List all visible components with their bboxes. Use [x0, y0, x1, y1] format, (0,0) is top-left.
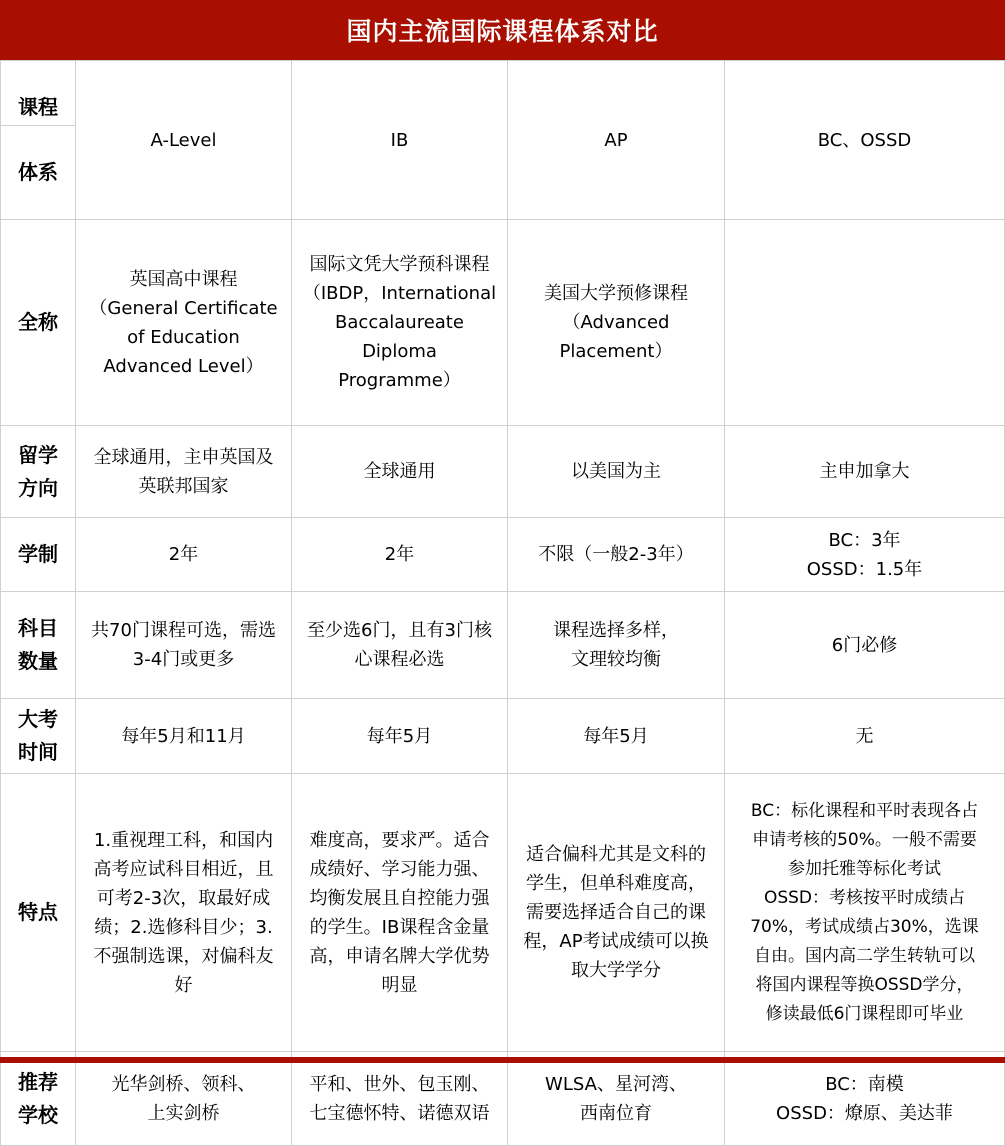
column-header-ap: AP: [508, 61, 725, 220]
row-destination: [1, 426, 1005, 518]
cell-ap: 课程选择多样， 文理较均衡: [508, 592, 725, 699]
row-label: 科目 数量: [1, 592, 76, 699]
row-features: [1, 774, 1005, 1052]
cell-ap: 不限（一般2-3年）: [508, 518, 725, 592]
cell-alevel: 1.重视理工科，和国内 高考应试科目相近，且 可考2-3次，取最好成 绩；2.选修科目少；3. 不强制选课，对偏科友 好: [76, 774, 292, 1052]
column-header-bc-ossd: BC、OSSD: [725, 61, 1005, 220]
header-label-line1: 课程: [1, 90, 75, 126]
cell-alevel: 每年5月和11月: [76, 699, 292, 774]
cell-bc-ossd: BC：标化课程和平时表现各占 申请考核的50%。一般不需要 参加托雅等标化考试 OSSD：考核按平时成绩占 70%，考试成绩占30%，选课 自由。国内高二学生转轨可以 将国内课程等换OSSD学分， 修读最低6门课程即可毕业: [725, 774, 1005, 1052]
column-header-alevel: A-Level: [76, 61, 292, 220]
cell-ap: WLSA、星河湾、 西南位育: [508, 1052, 725, 1146]
cell-ib: 平和、世外、包玉刚、 七宝德怀特、诺德双语: [292, 1052, 508, 1146]
cell-ib: 难度高，要求严。适合 成绩好、学习能力强、 均衡发展且自控能力强 的学生。IB课程含金量 高，申请名牌大学优势 明显: [292, 774, 508, 1052]
row-label: 留学 方向: [1, 426, 76, 518]
cell-alevel: 全球通用，主申英国及 英联邦国家: [76, 426, 292, 518]
cell-ib: 2年: [292, 518, 508, 592]
header-label-cell: [1, 61, 76, 220]
row-recommended-schools: [1, 1052, 1005, 1146]
row-label: 全称: [1, 220, 76, 426]
cell-ap: 以美国为主: [508, 426, 725, 518]
row-label: 大考 时间: [1, 699, 76, 774]
row-full-name: [1, 220, 1005, 426]
cell-bc-ossd: [725, 220, 1005, 426]
cell-bc-ossd: 无: [725, 699, 1005, 774]
row-label: 推荐 学校: [1, 1052, 76, 1146]
cell-ap: 美国大学预修课程 （Advanced Placement）: [508, 220, 725, 426]
cell-bc-ossd: BC：南模 OSSD：燎原、美达菲: [725, 1052, 1005, 1146]
cell-ib: 至少选6门，且有3门核 心课程必选: [292, 592, 508, 699]
cell-alevel: 英国高中课程 （General Certificate of Education Advanced Level）: [76, 220, 292, 426]
cell-ib: 全球通用: [292, 426, 508, 518]
cell-alevel: 光华剑桥、领科、 上实剑桥: [76, 1052, 292, 1146]
header-label-line2: 体系: [18, 160, 58, 184]
row-exam-time: [1, 699, 1005, 774]
cell-bc-ossd: 主申加拿大: [725, 426, 1005, 518]
cell-alevel: 2年: [76, 518, 292, 592]
cell-ap: 每年5月: [508, 699, 725, 774]
header-row: [1, 61, 1005, 220]
row-duration: [1, 518, 1005, 592]
cell-bc-ossd: BC：3年 OSSD：1.5年: [725, 518, 1005, 592]
cell-bc-ossd: 6门必修: [725, 592, 1005, 699]
column-header-ib: IB: [292, 61, 508, 220]
row-subject-count: [1, 592, 1005, 699]
page-title: 国内主流国际课程体系对比: [0, 0, 1005, 60]
bottom-border-bar: [0, 1057, 1005, 1063]
row-label: 特点: [1, 774, 76, 1052]
comparison-table: [0, 60, 1005, 1146]
row-label: 学制: [1, 518, 76, 592]
cell-ap: 适合偏科尤其是文科的 学生，但单科难度高， 需要选择适合自己的课 程，AP考试成绩可以换 取大学学分: [508, 774, 725, 1052]
cell-ib: 每年5月: [292, 699, 508, 774]
cell-alevel: 共70门课程可选，需选 3-4门或更多: [76, 592, 292, 699]
cell-ib: 国际文凭大学预科课程 （IBDP，International Baccalaureate Diploma Programme）: [292, 220, 508, 426]
